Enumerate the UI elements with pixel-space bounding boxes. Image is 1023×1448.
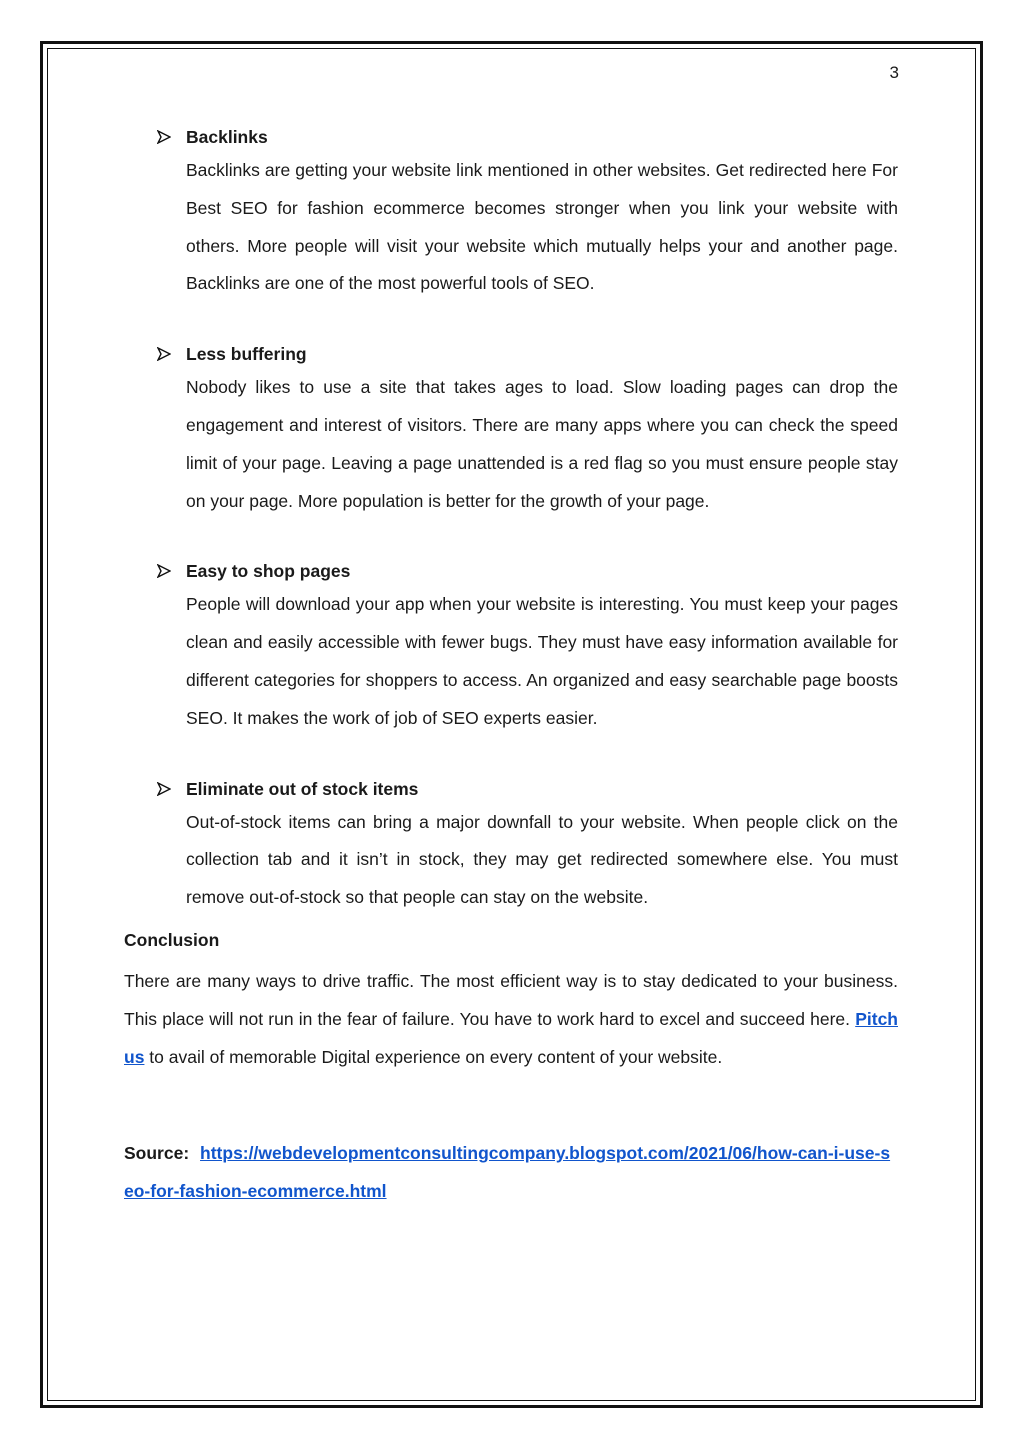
- section-body: Backlinks are getting your website link mentioned in other websites. Get redirected here For Best SEO for fashion ecommerce becomes stronger when you link your website with others. More people will visit your website which mutually helps your and another page. Backlinks are one of the most powerful tools of SEO.: [186, 160, 898, 294]
- section-heading: [124, 774, 898, 804]
- conclusion-text-before-link: There are many ways to drive traffic. The most efficient way is to stay dedicated to your business. This place will not run in the fear of failure. You have to work hard to excel and succeed here.: [124, 970, 898, 1029]
- section-less-buffering: [124, 339, 898, 520]
- section-backlinks: [124, 122, 898, 303]
- section-heading-text: Eliminate out of stock items: [186, 778, 419, 799]
- pitch-us-link[interactable]: Pitch us: [124, 1008, 898, 1067]
- source-label: Source:: [124, 1143, 190, 1164]
- arrowhead-bullet-icon: [157, 347, 171, 361]
- section-heading: [124, 556, 898, 586]
- section-body: People will download your app when your website is interesting. You must keep your pages clean and easily accessible with fewer bugs. They must have easy information available for different categories for shoppers to access. An organized and easy searchable page boosts SEO. It makes the work of job of SEO experts easier.: [186, 594, 898, 728]
- section-eliminate-out-of-stock: [124, 774, 898, 917]
- source-line: [124, 1135, 898, 1211]
- arrowhead-bullet-icon: [157, 564, 171, 578]
- document-content: [124, 122, 898, 1211]
- arrowhead-bullet-icon: [157, 130, 171, 144]
- section-heading-text: Less buffering: [186, 344, 307, 365]
- section-heading-text: Backlinks: [186, 127, 268, 147]
- section-heading: [124, 122, 898, 152]
- section-heading-text: Easy to shop pages: [186, 561, 351, 582]
- section-body: Nobody likes to use a site that takes ages to load. Slow loading pages can drop the engagement and interest of visitors. There are many apps where you can check the speed limit of your page. Leaving a page unattended is a red flag so you must ensure people stay on your page. More population is better for the growth of your page.: [186, 377, 898, 511]
- conclusion-heading: Conclusion: [124, 929, 220, 950]
- section-easy-to-shop: [124, 556, 898, 737]
- section-body: Out-of-stock items can bring a major downfall to your website. When people click on the collection tab and it isn’t in stock, they may get redirected somewhere else. You must remove out-of-stock so that people can stay on the website.: [186, 811, 898, 908]
- conclusion-body: [124, 963, 898, 1076]
- conclusion-text-after-link: to avail of memorable Digital experience on every content of your website.: [144, 1046, 723, 1067]
- page-number: 3: [889, 63, 899, 82]
- arrowhead-bullet-icon: [157, 782, 171, 796]
- source-url-link[interactable]: https://webdevelopmentconsultingcompany.blogspot.com/2021/06/how-can-i-use-seo-for-fashion-ecommerce.html: [124, 1143, 891, 1202]
- section-heading: [124, 339, 898, 369]
